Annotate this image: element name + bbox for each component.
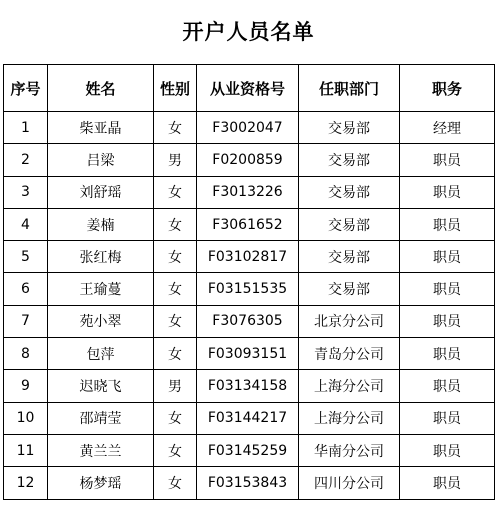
document-title: 开户人员名单 bbox=[182, 19, 315, 44]
cell-index: 11 bbox=[4, 434, 48, 466]
cell-department: 上海分公司 bbox=[299, 402, 400, 434]
cell-qualification-id: F03151535 bbox=[197, 273, 299, 305]
table-row bbox=[4, 112, 495, 144]
cell-department: 交易部 bbox=[299, 208, 400, 240]
cell-position: 职员 bbox=[400, 273, 495, 305]
cell-name: 张红梅 bbox=[48, 241, 154, 273]
cell-name: 迟晓飞 bbox=[48, 370, 154, 402]
cell-gender: 女 bbox=[154, 273, 197, 305]
cell-position: 职员 bbox=[400, 467, 495, 499]
cell-position: 职员 bbox=[400, 370, 495, 402]
cell-position: 职员 bbox=[400, 241, 495, 273]
cell-index: 3 bbox=[4, 176, 48, 208]
table-row bbox=[4, 370, 495, 402]
cell-name: 吕梁 bbox=[48, 144, 154, 176]
cell-department: 交易部 bbox=[299, 176, 400, 208]
cell-position: 职员 bbox=[400, 208, 495, 240]
cell-position: 职员 bbox=[400, 144, 495, 176]
cell-index: 12 bbox=[4, 467, 48, 499]
cell-gender: 女 bbox=[154, 176, 197, 208]
table-row bbox=[4, 467, 495, 499]
header-cell-name: 姓名 bbox=[48, 65, 154, 112]
roster-table bbox=[3, 64, 495, 500]
cell-name: 刘舒瑶 bbox=[48, 176, 154, 208]
cell-department: 交易部 bbox=[299, 112, 400, 144]
cell-gender: 女 bbox=[154, 402, 197, 434]
cell-qualification-id: F03102817 bbox=[197, 241, 299, 273]
cell-position: 职员 bbox=[400, 338, 495, 370]
cell-name: 邵靖莹 bbox=[48, 402, 154, 434]
cell-index: 6 bbox=[4, 273, 48, 305]
cell-gender: 女 bbox=[154, 305, 197, 337]
cell-position: 经理 bbox=[400, 112, 495, 144]
cell-qualification-id: F3076305 bbox=[197, 305, 299, 337]
cell-name: 杨梦瑶 bbox=[48, 467, 154, 499]
cell-qualification-id: F3061652 bbox=[197, 208, 299, 240]
cell-index: 10 bbox=[4, 402, 48, 434]
cell-gender: 女 bbox=[154, 434, 197, 466]
cell-qualification-id: F03145259 bbox=[197, 434, 299, 466]
cell-qualification-id: F3013226 bbox=[197, 176, 299, 208]
cell-gender: 女 bbox=[154, 467, 197, 499]
table-row bbox=[4, 273, 495, 305]
header-cell-index: 序号 bbox=[4, 65, 48, 112]
cell-name: 苑小翠 bbox=[48, 305, 154, 337]
cell-gender: 女 bbox=[154, 112, 197, 144]
table-row bbox=[4, 144, 495, 176]
cell-name: 王瑜蔓 bbox=[48, 273, 154, 305]
table-row bbox=[4, 434, 495, 466]
table-row bbox=[4, 241, 495, 273]
cell-gender: 女 bbox=[154, 208, 197, 240]
cell-name: 姜楠 bbox=[48, 208, 154, 240]
table-row bbox=[4, 305, 495, 337]
cell-index: 2 bbox=[4, 144, 48, 176]
cell-name: 黄兰兰 bbox=[48, 434, 154, 466]
cell-department: 青岛分公司 bbox=[299, 338, 400, 370]
table-row bbox=[4, 402, 495, 434]
cell-position: 职员 bbox=[400, 434, 495, 466]
cell-department: 华南分公司 bbox=[299, 434, 400, 466]
cell-department: 四川分公司 bbox=[299, 467, 400, 499]
header-cell-qualification-id: 从业资格号 bbox=[197, 65, 299, 112]
table-row bbox=[4, 338, 495, 370]
cell-name: 柴亚晶 bbox=[48, 112, 154, 144]
cell-position: 职员 bbox=[400, 402, 495, 434]
cell-name: 包萍 bbox=[48, 338, 154, 370]
cell-gender: 男 bbox=[154, 144, 197, 176]
cell-qualification-id: F03134158 bbox=[197, 370, 299, 402]
cell-department: 交易部 bbox=[299, 144, 400, 176]
cell-department: 交易部 bbox=[299, 241, 400, 273]
header-cell-department: 任职部门 bbox=[299, 65, 400, 112]
cell-index: 7 bbox=[4, 305, 48, 337]
table-row bbox=[4, 176, 495, 208]
cell-gender: 男 bbox=[154, 370, 197, 402]
cell-gender: 女 bbox=[154, 241, 197, 273]
cell-index: 5 bbox=[4, 241, 48, 273]
cell-position: 职员 bbox=[400, 176, 495, 208]
cell-index: 1 bbox=[4, 112, 48, 144]
cell-index: 9 bbox=[4, 370, 48, 402]
table-row bbox=[4, 208, 495, 240]
cell-index: 8 bbox=[4, 338, 48, 370]
cell-index: 4 bbox=[4, 208, 48, 240]
cell-qualification-id: F03144217 bbox=[197, 402, 299, 434]
cell-department: 交易部 bbox=[299, 273, 400, 305]
header-row bbox=[4, 65, 495, 112]
cell-qualification-id: F0200859 bbox=[197, 144, 299, 176]
cell-department: 上海分公司 bbox=[299, 370, 400, 402]
cell-qualification-id: F03153843 bbox=[197, 467, 299, 499]
cell-gender: 女 bbox=[154, 338, 197, 370]
cell-position: 职员 bbox=[400, 305, 495, 337]
cell-qualification-id: F03093151 bbox=[197, 338, 299, 370]
cell-department: 北京分公司 bbox=[299, 305, 400, 337]
cell-qualification-id: F3002047 bbox=[197, 112, 299, 144]
header-cell-gender: 性别 bbox=[154, 65, 197, 112]
header-cell-position: 职务 bbox=[400, 65, 495, 112]
